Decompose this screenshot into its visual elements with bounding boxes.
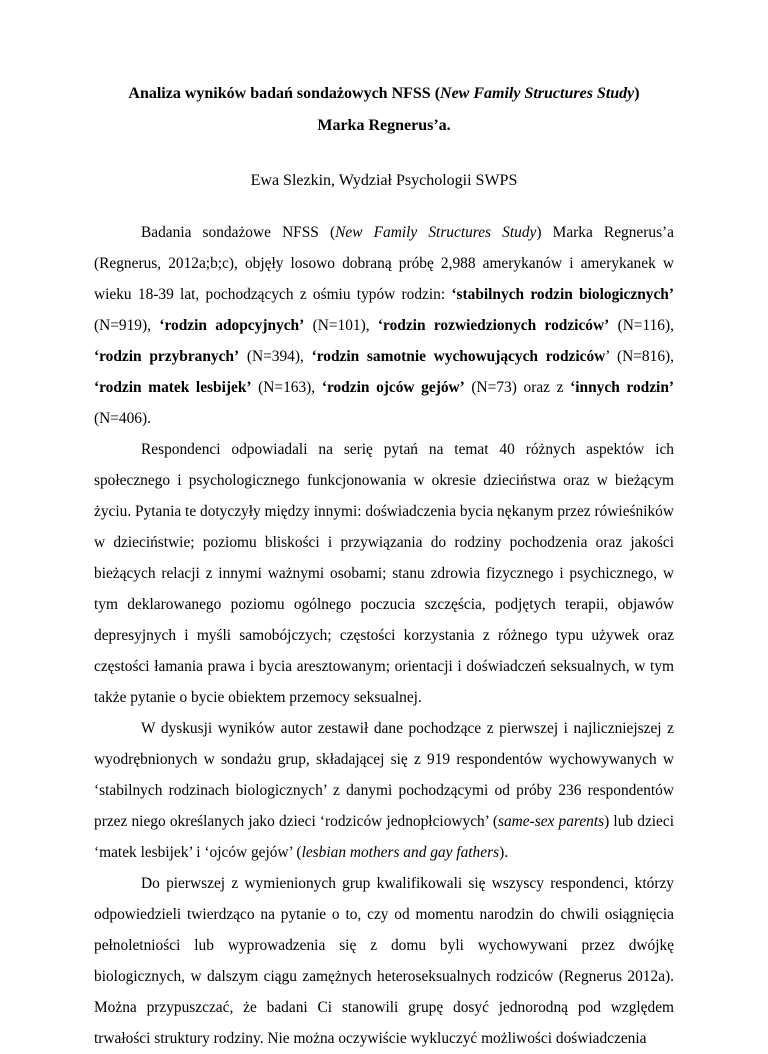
family-type-adoptive: ‘rodzin adopcyjnych’ xyxy=(159,317,305,334)
paragraph-1 xyxy=(94,217,674,434)
paragraph-3-text: ) lub dzieci ‘matek lesbijek’ i ‘ojców gejów’ ( xyxy=(94,813,674,861)
family-type-lesbian-mothers: ‘rodzin matek lesbijek’ xyxy=(94,379,252,396)
title-text-end: ) xyxy=(634,85,640,102)
family-type-biological: ‘stabilnych rodzin biologicznych’ xyxy=(451,286,674,303)
paragraph-1-text: (N=116), xyxy=(609,317,674,334)
paragraph-1-text: Badania sondażowe NFSS ( xyxy=(141,224,336,241)
paragraph-2: Respondenci odpowiadali na serię pytań na temat 40 różnych aspektów ich społecznego i psychologicznego funkcjonowania w okresie dzieciństwa oraz w bieżącym życiu. Pytania te dotyczyły między innymi: doświadczenia bycia nękanym przez rówieśników w dzieciństwie; poziomu bliskości i przywiązania do rodziny pochodzenia oraz jakości bieżących relacji z innymi ważnymi osobami; stanu zdrowia fizycznego i psychicznego, w tym deklarowanego poziomu ogólnego poczucia szczęścia, podjętych terapii, objawów depresyjnych i myśli samobójczych; częstości korzystania z różnego typu używek oraz częstości łamania prawa i bycia aresztowanym; orientacji i doświadczeń seksualnych, w tym także pytanie o bycie obiektem przemocy seksualnej. xyxy=(94,441,674,706)
family-type-step: ‘rodzin przybranych’ xyxy=(94,348,240,365)
paragraph-4: Do pierwszej z wymienionych grup kwalifikowali się wszyscy respondenci, którzy odpowiedzieli twierdząco na pytanie o to, czy od momentu narodzin do chwili osiągnięcia pełnoletniości lub wyprowadzenia się z domu byli wychowywani przez dwójkę biologicznych, w dalszym ciągu zamężnych heteroseksualnych rodziców (Regnerus 2012a). Można przypuszczać, że badani Ci stanowili grupę dosyć jednorodną pod względem trwałości struktury rodziny. Nie można oczywiście wykluczyć możliwości doświadczenia xyxy=(94,875,674,1047)
paragraph-3-italic: lesbian mothers and gay fathers xyxy=(301,844,500,861)
family-type-single-parent: ‘rodzin samotnie wychowujących rodziców xyxy=(311,348,606,365)
title-line-2: Marka Regnerus’a. xyxy=(317,117,451,134)
family-type-other: ‘innych rodzin’ xyxy=(570,379,675,396)
paragraph-1-italic: New Family Structures Study xyxy=(335,224,537,241)
paragraph-1-text: (N=394), xyxy=(239,348,312,365)
family-type-gay-fathers: ‘rodzin ojców gejów’ xyxy=(321,379,465,396)
document-title xyxy=(94,78,674,142)
paragraph-1-text: (N=919), xyxy=(94,317,160,334)
author-line: Ewa Slezkin, Wydział Psychologii SWPS xyxy=(250,172,518,189)
paragraph-3-italic: same-sex parents xyxy=(497,813,605,830)
paragraph-1-text: (N=406). xyxy=(94,410,151,427)
paragraph-1-text: (N=163), xyxy=(251,379,322,396)
title-text-start: Analiza wyników badań sondażowych NFSS ( xyxy=(128,85,441,102)
paragraph-3 xyxy=(94,713,674,868)
paragraph-1-text: ’ (N=816), xyxy=(605,348,674,365)
paragraph-3-text: W dyskusji wyników autor zestawił dane pochodzące z pierwszej i najliczniejszej z wyodrębnionych w sondażu grup, składającej się z 919 respondentów wychowywanych w ‘stabilnych rodzinach biologicznych’ z danymi pochodzącymi od próby 236 respondentów przez niego określanych jako dzieci ‘rodziców jednopłciowych’ ( xyxy=(94,720,674,830)
family-type-divorced: ‘rodzin rozwiedzionych rodziców’ xyxy=(377,317,610,334)
title-italic-study-name: New Family Structures Study xyxy=(440,85,635,102)
paragraph-1-text: (N=101), xyxy=(304,317,378,334)
paragraph-1-text: (N=73) oraz z xyxy=(464,379,571,396)
paragraph-1-text: ) Marka Regnerus’a (Regnerus, 2012a;b;c), objęły losowo dobraną próbę 2,988 amerykanów i amerykanek w wieku 18-39 lat, pochodzących z ośmiu typów rodzin: xyxy=(94,224,675,303)
paragraph-3-text: ). xyxy=(499,844,509,861)
